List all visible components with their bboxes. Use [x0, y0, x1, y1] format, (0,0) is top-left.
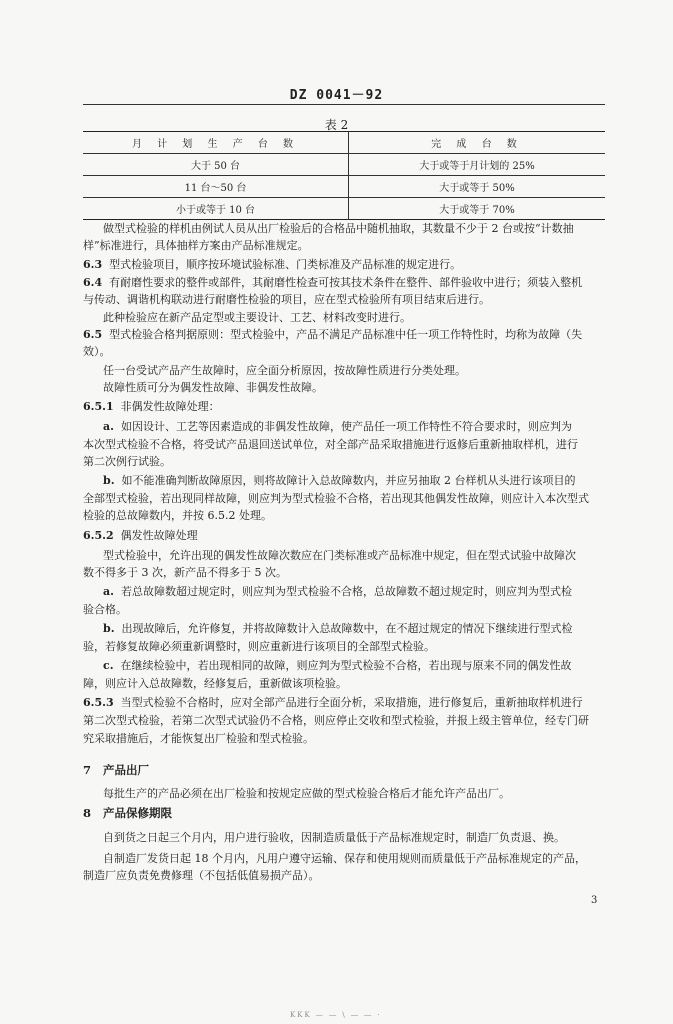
section-number: 7: [83, 763, 92, 777]
clause-number: 6.5.1: [83, 400, 114, 413]
table-header-completed: 完 成 台 数: [349, 132, 606, 154]
body-line: 第二次例行试验。: [83, 455, 171, 468]
header-rule: [83, 104, 605, 105]
body-line: 每批生产的产品必须在出厂检验和按规定应做的型式检验合格后才能允许产品出厂。: [103, 787, 510, 800]
table-row: [83, 154, 605, 176]
body-line: 效）。: [83, 345, 111, 358]
table-cell: 11 台～50 台: [184, 183, 247, 194]
footer-scan-mark: KKK — ― \ ― ― ·: [290, 1011, 382, 1019]
item-text: 若总故障数超过规定时，则应判为型式检验不合格，总故障数不超过规定时，则应判为型式检: [120, 585, 572, 598]
body-line: 样”标准进行，具体抽样方案由产品标准规定。: [83, 239, 309, 252]
clause-number: 6.5.2: [83, 529, 114, 542]
section-7-heading: [83, 762, 149, 779]
table-header-row: [83, 132, 605, 154]
section-8-heading: [83, 805, 172, 822]
body-line: 制造厂应负责免费修理（不包括低值易损产品）。: [83, 869, 320, 882]
clause-text: 型式检验项目，顺序按环境试验标准、门类标准及产品标准的规定进行。: [109, 258, 462, 271]
table-cell: 大于 50 台: [190, 161, 241, 172]
body-line: 全部型式检验，若出现同样故障，则应判为型式检验不合格，若出现其他偶发性故障，则应计入本次型式: [83, 492, 589, 505]
section-title: 产品出厂: [103, 763, 150, 777]
body-line: 故障性质可分为偶发性故障、非偶发性故障。: [103, 381, 323, 394]
table-cell: 大于或等于 70%: [349, 198, 606, 220]
body-line: 检验的总故障数内，并按 6.5.2 处理。: [83, 509, 272, 522]
table-header-monthly-plan: 月 计 划 生 产 台 数: [131, 139, 300, 150]
body-line: 第二次型式检验，若第二次型式试验仍不合格，则应停止交收和型式检验，并报上级主管单位，经专门研: [83, 714, 589, 727]
item-text: 在继续检验中，若出现相同的故障，则应判为型式检验不合格，若出现与原来不同的偶发性故: [120, 659, 572, 672]
item-b-nonrandom: [103, 472, 576, 489]
clause-6-5: [83, 326, 582, 343]
item-text: 如因设计、工艺等因素造成的非偶发性故障，使产品任一项工作特性不符合要求时，则应判为: [120, 420, 572, 433]
clause-6-5-2: [83, 527, 198, 544]
clause-text: 有耐磨性要求的整件或部件，其耐磨性检查可按其技术条件在整件、部件验收中进行；须装入整机: [109, 276, 583, 289]
item-a-random: [103, 583, 572, 600]
table-cell: 大于或等于 50%: [349, 176, 606, 198]
item-label: a.: [103, 420, 114, 433]
table-caption: 表 2: [324, 118, 349, 132]
item-a-nonrandom: [103, 418, 572, 435]
body-line: 本次型式检验不合格，将受试产品退回送试单位，对全部产品采取措施进行返修后重新抽取样机，进行: [83, 438, 578, 451]
body-line: 障，则应计入总故障数，经修复后，重新做该项检验。: [83, 677, 347, 690]
body-line: 自制造厂发货日起 18 个月内，凡用户遵守运输、保存和使用规则而质量低于产品标准规定的产品，: [103, 852, 586, 865]
page-number: 3: [591, 895, 598, 906]
quota-table: [83, 131, 605, 220]
clause-number: 6.5.3: [83, 696, 114, 709]
clause-6-5-3: [83, 694, 583, 711]
clause-text: 非偶发性故障处理：: [120, 400, 220, 413]
body-line: 自到货之日起三个月内，用户进行验收，因制造质量低于产品标准规定时，制造厂负责退、换。: [103, 831, 565, 844]
clause-6-4: [83, 274, 582, 291]
item-b-random: [103, 620, 573, 637]
section-number: 8: [83, 806, 92, 820]
item-label: b.: [103, 622, 115, 635]
table-row: [83, 176, 605, 198]
body-line: 验，若修复故障必须重新调整时，则应重新进行该项目的全部型式检验。: [83, 640, 435, 653]
item-label: b.: [103, 474, 115, 487]
body-line: 验合格。: [83, 603, 127, 616]
clause-text: 偶发性故障处理: [120, 529, 198, 542]
body-line: 任一台受试产品产生故障时，应全面分析原因，按故障性质进行分类处理。: [103, 364, 466, 377]
clause-number: 6.4: [83, 276, 103, 289]
clause-text: 当型式检验不合格时，应对全部产品进行全面分析，采取措施，进行修复后，重新抽取样机进行: [120, 696, 583, 709]
item-label: c.: [103, 659, 114, 672]
clause-6-3: [83, 256, 461, 273]
table-cell: 小于或等于 10 台: [175, 205, 256, 216]
item-label: a.: [103, 585, 114, 598]
clause-text: 型式检验合格判据原则：型式检验中，产品不满足产品标准中任一项工作特性时，均称为故障（失: [109, 328, 583, 341]
document-code-header: DZ 0041－92: [289, 88, 384, 103]
clause-number: 6.5: [83, 328, 103, 341]
item-text: 如不能准确判断故障原因，则将故障计入总故障数内，并应另抽取 2 台样机从头进行该项目的: [121, 474, 576, 487]
body-line: 此种检验应在新产品定型或主要设计、工艺、材料改变时进行。: [103, 311, 411, 324]
body-line: 型式检验中，允许出现的偶发性故障次数应在门类标准或产品标准中规定，但在型式试验中故障次: [103, 549, 576, 562]
body-line: 数不得多于 3 次，新产品不得多于 5 次。: [83, 566, 287, 579]
table-row: [83, 198, 605, 220]
body-line: 做型式检验的样机由例试人员从出厂检验后的合格品中随机抽取，其数量不少于 2 台或按“计数抽: [103, 222, 574, 235]
clause-number: 6.3: [83, 258, 103, 271]
item-text: 出现故障后，允许修复，并将故障数计入总故障数中，在不超过规定的情况下继续进行型式检: [121, 622, 573, 635]
body-line: 究采取措施后，才能恢复出厂检验和型式检验。: [83, 732, 314, 745]
item-c-random: [103, 657, 572, 674]
body-line: 与传动、调谐机构联动进行耐磨性检验的项目，应在型式检验所有项目结束后进行。: [83, 293, 490, 306]
table-cell: 大于或等于月计划的 25%: [349, 154, 606, 176]
section-title: 产品保修期限: [103, 806, 173, 820]
clause-6-5-1: [83, 398, 220, 415]
